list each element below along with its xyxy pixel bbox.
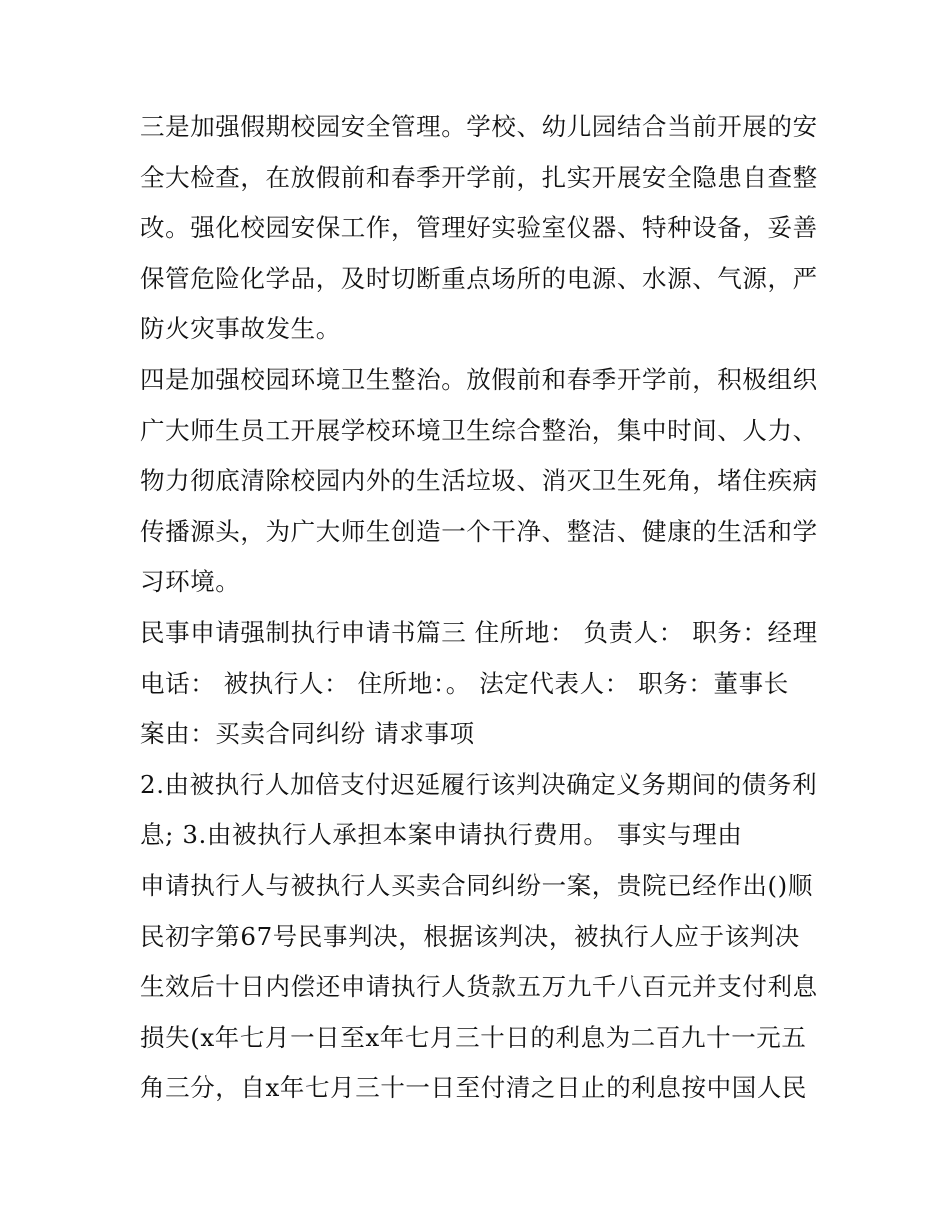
text-line: 全大检查，在放假前和春季开学前，扎实开展安全隐患自查整: [140, 162, 818, 192]
text-line: 物力彻底清除校园内外的生活垃圾、消灭卫生死角，堵住疾病: [140, 466, 818, 496]
text-line: 案由：买卖合同纠纷 请求事项: [140, 719, 475, 749]
text-line: 息; 3.由被执行人承担本案申请执行费用。 事实与理由: [140, 820, 743, 850]
text-line: 损失(x年七月一日至x年七月三十日的利息为二百九十一元五: [140, 1022, 807, 1052]
text-line: 习环境。: [140, 567, 241, 597]
text-line: 传播源头，为广大师生创造一个干净、整洁、健康的生活和学: [140, 516, 818, 546]
text-line: 电话： 被执行人： 住所地：。 法定代表人： 职务：董事长: [140, 668, 789, 698]
text-line: 四是加强校园环境卫生整治。放假前和春季开学前，积极组织: [140, 364, 818, 394]
text-line: 改。强化校园安保工作，管理好实验室仪器、特种设备，妥善: [140, 213, 818, 243]
text-line: 民事申请强制执行申请书篇三 住所地： 负责人： 职务：经理: [140, 617, 818, 647]
text-line: 三是加强假期校园安全管理。学校、幼儿园结合当前开展的安: [140, 112, 818, 141]
text-line: 角三分，自x年七月三十一日至付清之日止的利息按中国人民: [140, 1073, 808, 1103]
text-line: 民初字第67号民事判决，根据该判决，被执行人应于该判决: [140, 921, 800, 951]
text-line: 申请执行人与被执行人买卖合同纠纷一案，贵院已经作出()顺: [140, 870, 813, 900]
text-line: 生效后十日内偿还申请执行人货款五万九千八百元并支付利息: [140, 972, 818, 1002]
text-line: 广大师生员工开展学校环境卫生综合整治，集中时间、人力、: [140, 415, 818, 445]
text-line: 保管危险化学品，及时切断重点场所的电源、水源、气源，严: [140, 263, 818, 293]
document-body: [140, 102, 830, 1114]
text-line: 防火灾事故发生。: [140, 314, 341, 344]
text-line: 2.由被执行人加倍支付迟延履行该判决确定义务期间的债务利: [140, 769, 818, 799]
